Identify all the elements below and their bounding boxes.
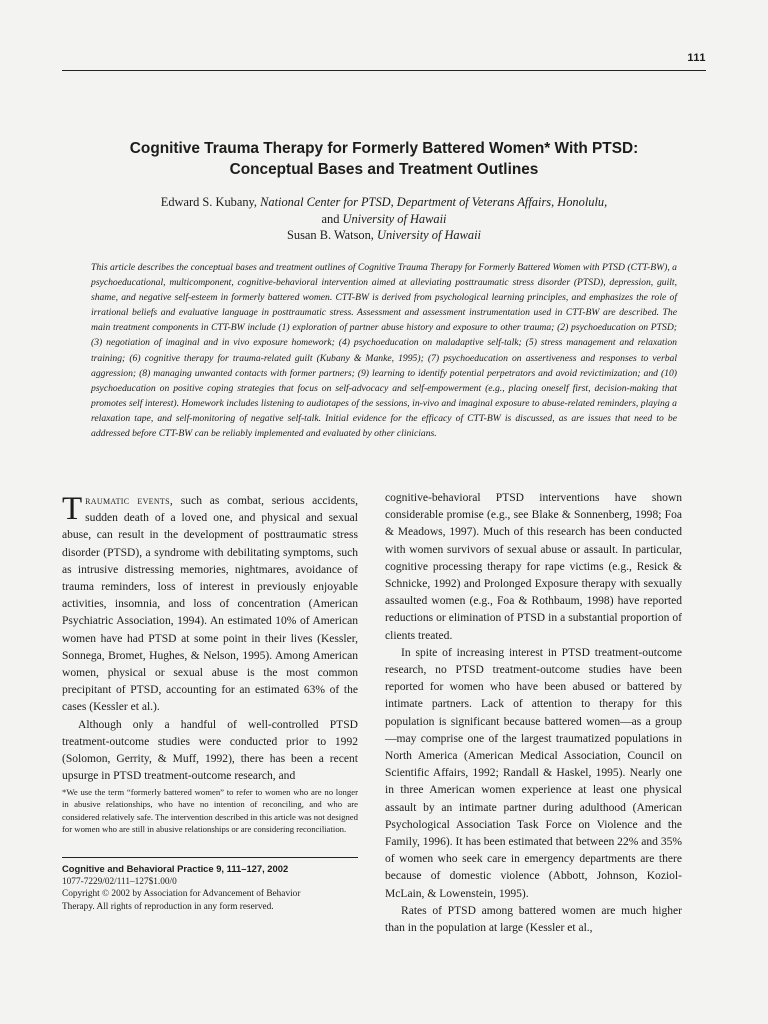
author-1-and: and [321, 211, 340, 226]
right-column [385, 490, 682, 937]
journal-issn: 1077-7229/02/111–127$1.00/0 [62, 876, 177, 887]
author-2-name: Susan B. Watson, [287, 228, 374, 243]
page-number: 111 [687, 52, 706, 64]
body-paragraph-3: cognitive-behavioral PTSD interventions have shown considerable promise (e.g., see Blake & Sonnenberg, 1998; Foa & Meadows, 1997). Much of this research has been conducted with women survivors of sexual abuse or assault. In particular, cognitive processing therapy for rape victims (e.g., Resick & Schnicke, 1992) and Prolonged Exposure therapy with sexually assaulted women (e.g., Foa & Rothbaum, 1998) have reported reductions or elimination of PTSD in a substantial proportion of clients treated. [385, 492, 682, 642]
title-line-1: Cognitive Trauma Therapy for Formerly Battered Women* With PTSD: [129, 140, 639, 157]
body-paragraph-4: In spite of increasing interest in PTSD treatment-outcome research, no PTSD treatment-outcome studies have been reported for women who have been abused or battered by intimate partners. Lack of attention to therapy for this population is significant because battered women—as a group—may comprise one of the largest traumatized populations in North America (American Medical Association, Council on Scientific Affairs, 1992; Randall & Haskel, 1995). Nearly one in three American women experience at least one physical assault by an intimate partner during adulthood (American Psychological Association Task Force on Violence and the Family, 1996). It has been estimated that between 22% and 35% of women who seek care in emergency departments are there because of domestic violence (Abbott, Johnson, Koziol-McLain, & Lowenstein, 1995). [385, 646, 682, 900]
footnote: *We use the term “formerly battered women” to refer to women who are no longer in abusive relationships, who have no intention of reconciling, and who are considered relatively safe. The intervention described in this article was not designed for women who are still in abusive relationships or are considering reconciliation. [62, 787, 358, 835]
journal-citation: Cognitive and Behavioral Practice 9, 111–127, 2002 [62, 863, 289, 874]
lead-in-smallcaps: raumatic events, [85, 495, 174, 507]
author-1-name: Edward S. Kubany, [160, 195, 258, 209]
body-paragraph-1-text: such as combat, serious accidents, sudden death of a loved one, and physical and sexual abuse, can result in the development of posttraumatic stress disorder (PTSD), a syndrome with debilitating symptoms, such as intrusive distressing memories, nightmares, avoidance of trauma reminders, loss of interest in previously enjoyable activities, insomnia, and loss of concentration (American Psychiatric Association, 1994). An estimated 10% of American women have had PTSD at some point in their lives (Kessler, Sonnega, Bromet, Hughes, & Nelson, 1995). Among American women, physical or sexual abuse is the most common precipitant of PTSD, accounting for an estimated 63% of the cases (Kessler et al.). [62, 495, 358, 714]
title-line-2: Conceptual Bases and Treatment Outlines [229, 161, 539, 178]
abstract: This article describes the conceptual bases and treatment outlines of Cognitive Trauma Therapy for Formerly Battered Women with PTSD (CTT-BW), a psychoeducational, multicomponent, cognitive-behavioral intervention aimed at alleviating posttraumatic stress disorder (PTSD), depression, guilt, shame, and negative self-esteem in formerly battered women. CTT-BW is derived from psychological learning principles, and emphasizes the role of irrational beliefs and evaluative language in posttraumatic stress. Assessment and assessment instrumentation used in CTT-BW are described. The main treatment components in CTT-BW include (1) exploration of partner abuse history and exposure to other trauma; (2) psychoeducation on PTSD; (3) negotiation of imaginal and in vivo exposure homework; (4) psychoeducation on maladaptive self-talk; (5) stress management and relaxation training; (6) cognitive therapy for trauma-related guilt (Kubany & Manke, 1995); (7) psychoeducation on assertiveness and responses to verbal aggression; (8) managing unwanted contacts with former partners; (9) learning to identify potential perpetrators and avoid revictimization; and (10) psychoeducation on positive coping strategies that focus on self-advocacy and self-empowerment (e.g., placing oneself first, decision-making that promotes self interest). Homework includes listening to audiotapes of the sessions, in-vivo and imaginal exposure to abuse-related reminders, playing a relaxation tape, and self-monitoring of negative self-talk. Initial evidence for the efficacy of CTT-BW is discussed, as are issues that need to be addressed before CTT-BW can be reliably implemented and evaluated by other clinicians. [91, 262, 677, 440]
body-paragraph-1 [62, 493, 358, 717]
copyright-line-2: Therapy. All rights of reproduction in any form reserved. [62, 901, 274, 912]
author-1-affiliation-b: University of Hawaii [342, 211, 447, 226]
copyright-line-1: Copyright © 2002 by Association for Advancement of Behavior [62, 889, 301, 900]
body-paragraph-5: Rates of PTSD among battered women are much higher than in the population at large (Kessler et al., [385, 904, 682, 935]
author-2-affiliation: University of Hawaii [377, 228, 481, 243]
author-1-affiliation-a: National Center for PTSD, Department of Veterans Affairs, Honolulu, [260, 195, 608, 209]
author-block [62, 194, 706, 244]
journal-info [62, 863, 358, 913]
article-title [62, 138, 706, 180]
header-rule [62, 70, 706, 71]
footnote-rule [62, 857, 358, 858]
left-column [62, 493, 358, 785]
body-paragraph-2: Although only a handful of well-controlled PTSD treatment-outcome studies were conducted prior to 1992 (Solomon, Gerrity, & Muff, 1992), there has been a recent upsurge in PTSD treatment-outcome research, and [62, 718, 358, 783]
drop-cap: T [62, 491, 83, 527]
